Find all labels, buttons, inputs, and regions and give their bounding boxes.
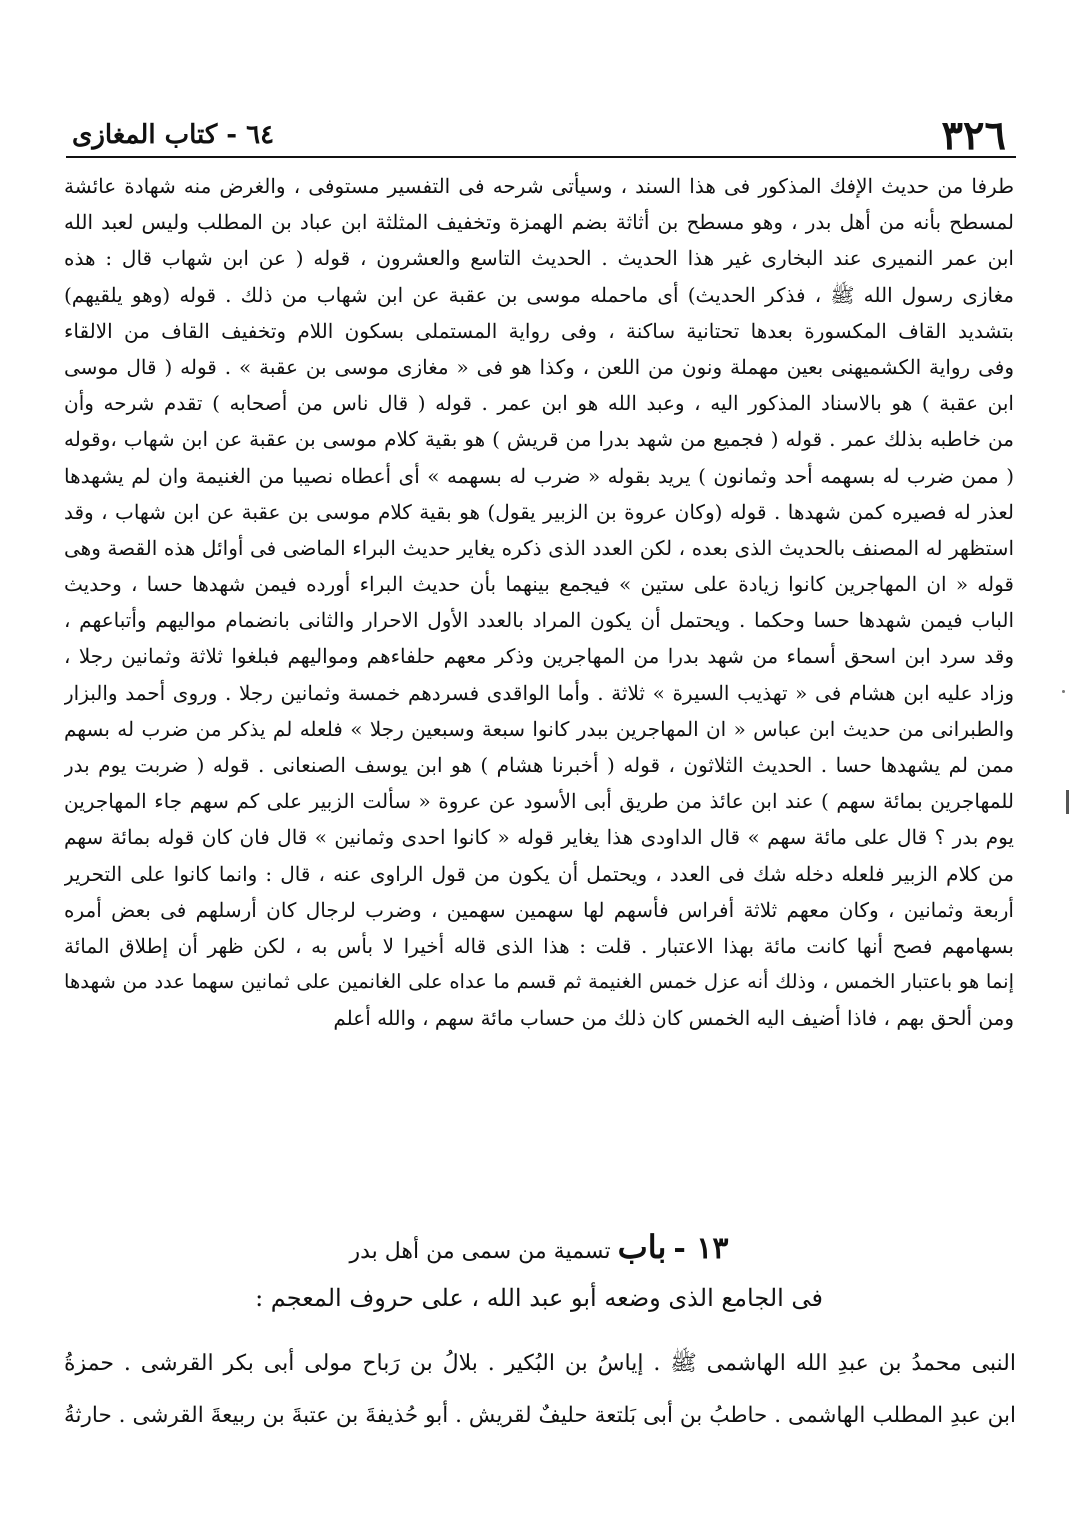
chapter-subheading: فى الجامع الذى وضعه أبو عبد الله ، على حروف المعجم : [255, 1284, 823, 1312]
text-line: إنما هو باعتبار الخمس ، وذلك أنه عزل خمس الغنيمة ثم قسم ما عداه على الغانمين على ثمانين سهما عدد من شهدها [64, 970, 1014, 994]
text-line: ممن لم يشهدها حسا . الحديث الثلاثون ، قوله ( أخبرنا هشام ) هو ابن يوسف الصنعانى . قوله ( ضربت يوم بدر [64, 753, 1014, 777]
chapter-heading [64, 1228, 1014, 1266]
text-line: مغازى رسول الله ﷺ ، فذكر الحديث) أى ماحمله موسى بن عقبة عن ابن شهاب من ذلك . قوله (وهو يلقيهم) [64, 282, 1014, 307]
text-line: استظهر له المصنف بالحديث الذى بعده ، لكن العدد الذى ذكره يغاير حديث البراء الماضى فى أوائل هذه القصة وهى [64, 535, 1014, 560]
names-line: النبى محمدُ بن عبدِ الله الهاشمى ﷺ . إياسُ بن البُكير . بلالُ بن رَباح مولى أبى بكر القرشى . حمزةُ [64, 1351, 1016, 1376]
text-line: أربعة وثمانين ، وكان معهم ثلاثة أفراس فأسهم لها سهمين سهمين ، وضرب لرجال كان أرسلهم فى بعض أمره [64, 897, 1014, 922]
page-number: ٣٢٦ [941, 112, 1006, 159]
text-line: ابن عقبة ) هو بالاسناد المذكور اليه ، وعبد الله هو ابن عمر . قوله ( قال ناس من أصحابه ) تقدم شرحه وأن [64, 391, 1014, 416]
book-title: ٦٤ - كتاب المغازى [72, 120, 275, 150]
text-line: ومن ألحق بهم ، فاذا أضيف اليه الخمس كان ذلك من حساب مائة سهم ، والله أعلم [333, 1006, 1014, 1031]
text-line: من كلام الزبير فلعله دخله شك فى العدد ، ويحتمل أن يكون من قول الراوى عنه ، قال : وانما كانوا على التحرير [64, 861, 1014, 886]
names-list [64, 1338, 1016, 1442]
text-line: وفى رواية الكشميهنى بعين مهملة ونون من اللعن ، وكذا هو فى « مغازى موسى بن عقبة » . قوله ( قال موسى [64, 354, 1014, 379]
text-line: الباب فيمن شهدها حسا وحكما . ويحتمل أن يكون المراد بالعدد الأول الاحرار والثانى بانضمام مواليهم وأتباعهم ، [64, 608, 1014, 633]
chapter-bab-label: باب [617, 1228, 667, 1266]
chapter-title: تسمية من سمى من أهل بدر [349, 1239, 611, 1264]
names-line: ابن عبدِ المطلب الهاشمى . حاطبُ بن أبى بَلتعة حليفٌ لقريش . أبو حُذيفةَ بن عتبةَ بن ربيعةَ القرشى . حارثةُ [64, 1403, 1016, 1428]
text-line: ( ممن ضرب له بسهمه أحد وثمانون ) يريد بقوله « ضرب له بسهمه » أى أعطاه نصيبا من الغنيمة وان لم يشهدها [64, 463, 1014, 488]
text-line: لمسطح بأنه من أهل بدر ، وهو مسطح بن أثاثة بضم الهمزة وتخفيف المثلثة ابن عباد بن المطلب وليس لعبد الله [64, 210, 1014, 235]
page-header [66, 112, 1014, 159]
header-divider [66, 156, 1016, 158]
text-line: لعذر له فصيره كمن شهدها . قوله (وكان عروة بن الزبير يقول) هو بقية كلام موسى بن عقبة عن ابن شهاب ، وقد [64, 499, 1014, 524]
text-line: من خاطبه بذلك عمر . قوله ( فجميع من شهد بدرا من قريش ) هو بقية كلام موسى بن عقبة عن ابن شهاب ،وقوله [64, 427, 1014, 452]
text-line: والطبرانى من حديث ابن عباس « ان المهاجرين ببدر كانوا سبعة وسبعين رجلا » فلعله لم يذكر من ضرب له بسهم [64, 716, 1014, 741]
commentary-text [64, 168, 1014, 1037]
text-line: للمهاجرين بمائة سهم ) عند ابن عائذ من طريق أبى الأسود عن عروة « سألت الزبير على كم سهم جاء المهاجرين [64, 789, 1014, 814]
text-line: وقد سرد ابن اسحق أسماء من شهد بدرا من المهاجرين وذكر معهم حلفاءهم ومواليهم فبلغوا ثلاثة وثمانين رجلا ، [64, 644, 1014, 669]
text-line: بتشديد القاف المكسورة بعدها تحتانية ساكنة ، وفى رواية المستملى بسكون اللام وتخفيف القاف من الالقاء [64, 318, 1014, 343]
text-line: طرفا من حديث الإفك المذكور فى هذا السند ، وسيأتى شرحه فى التفسير مستوفى ، والغرض منه شهادة عائشة [64, 174, 1014, 198]
text-line: بسهامهم فصح أنها كانت مائة بهذا الاعتبار . قلت : هذا الذى قاله أخيرا لا بأس به ، لكن ظهر أن إطلاق المائة [64, 933, 1014, 958]
text-line: ابن عمر النميرى عند البخارى غير هذا الحديث . الحديث التاسع والعشرون ، قوله ( عن ابن شهاب قال : هذه [64, 246, 1014, 271]
margin-speck [1062, 690, 1065, 693]
text-line: يوم بدر ؟ قال على مائة سهم » قال الداودى هذا يغاير قوله « كانوا احدى وثمانين » قال فان كان قوله بمائة سهم [64, 825, 1014, 850]
margin-mark [1066, 790, 1069, 814]
text-line: وزاد عليه ابن هشام فى « تهذيب السيرة » ثلاثة . وأما الواقدى فسردهم خمسة وثمانين رجلا . وروى أحمد والبزار [64, 680, 1014, 705]
text-line: قوله « ان المهاجرين كانوا زيادة على ستين » فيجمع بينهما بأن حديث البراء أورده فيمن شهدها حسا ، وحديث [64, 572, 1014, 597]
chapter-number: ١٣ - [673, 1231, 729, 1266]
